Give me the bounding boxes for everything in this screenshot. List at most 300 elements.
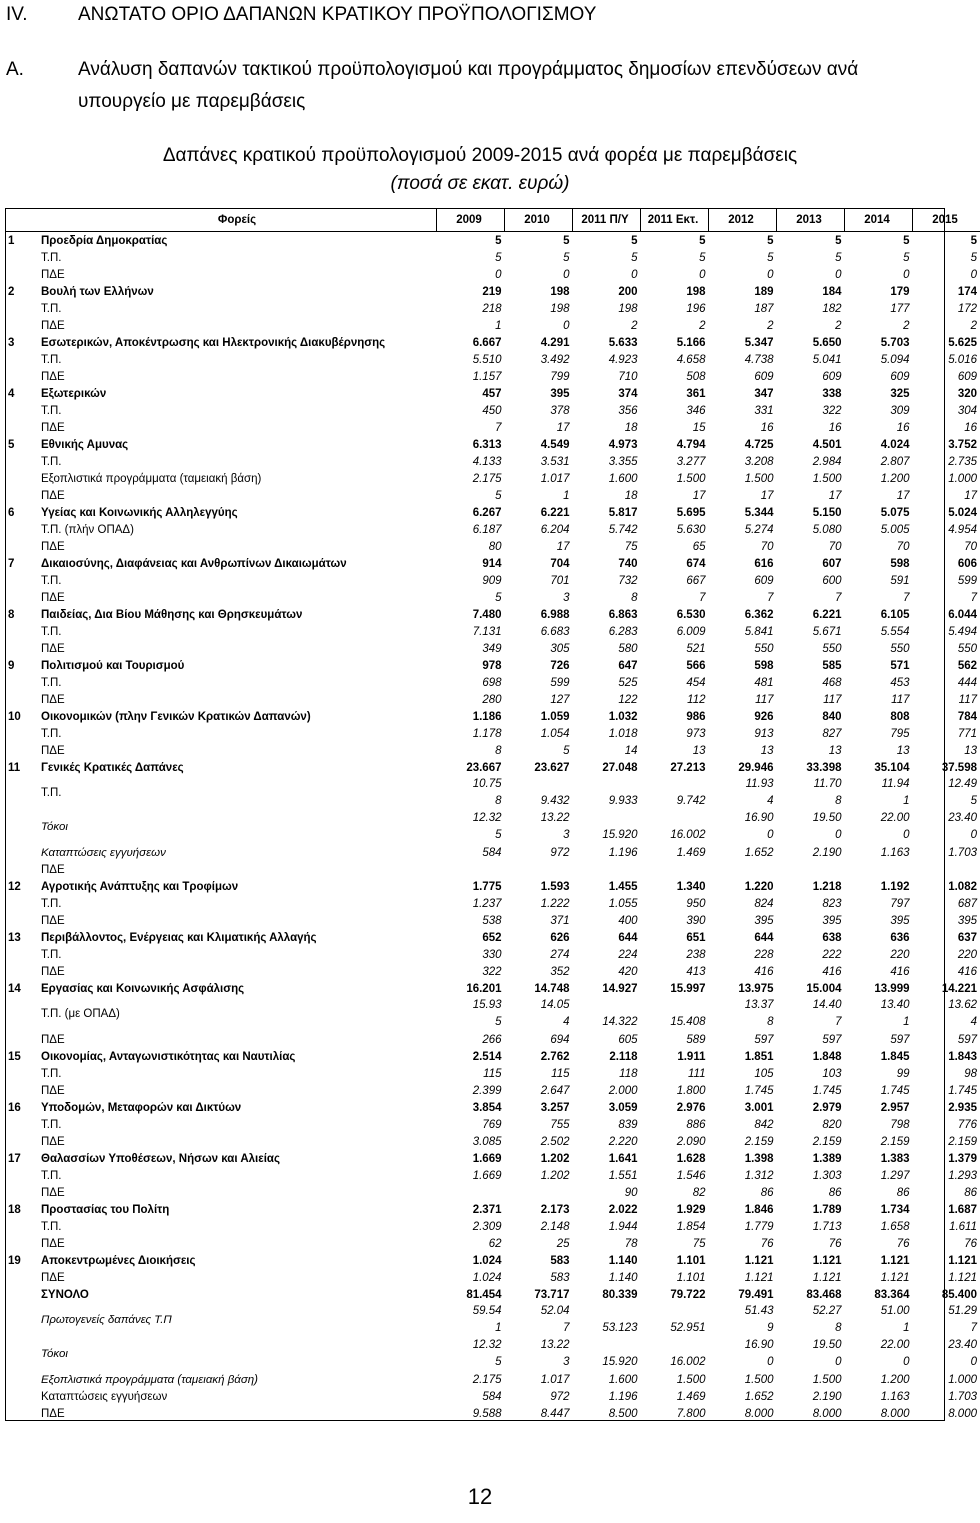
row-number: 7 xyxy=(8,557,15,570)
row-number xyxy=(6,776,41,810)
sub-row xyxy=(6,691,980,708)
value-cell: 1.059 xyxy=(540,710,570,723)
ministry-row xyxy=(6,1201,980,1218)
value-cell xyxy=(709,1303,777,1337)
row-label: ΠΔΕ xyxy=(41,268,65,281)
value-cell: 3 xyxy=(563,591,570,604)
value-cell: 5 xyxy=(699,251,706,264)
row-label: ΠΔΕ xyxy=(41,642,65,655)
ministry-row xyxy=(6,334,980,351)
value-cell: 16.201 xyxy=(466,982,502,995)
value-cell xyxy=(505,1184,573,1201)
value-cell: 117 xyxy=(891,693,910,706)
value-cell: 25 xyxy=(556,1237,570,1250)
value-cell: 371 xyxy=(550,914,570,927)
value-cell: 2.118 xyxy=(609,1050,638,1063)
value-cell: 172 xyxy=(957,302,977,315)
value-cell: 2.173 xyxy=(540,1203,570,1216)
value-cell: 5 xyxy=(699,234,706,247)
value-cell: 80.339 xyxy=(602,1288,638,1301)
value-line-2: 1 xyxy=(903,1016,910,1028)
value-line-1: 23.40 xyxy=(948,1339,977,1351)
value-cell: 732 xyxy=(618,574,638,587)
value-cell: 583 xyxy=(550,1254,570,1267)
value-cell: 644 xyxy=(754,931,774,944)
value-cell: 127 xyxy=(550,693,570,706)
row-label: ΠΔΕ xyxy=(41,319,65,332)
value-cell: 322 xyxy=(822,404,842,417)
value-cell: 7.480 xyxy=(472,608,502,621)
value-cell: 266 xyxy=(482,1033,502,1046)
value-line-2: 4 xyxy=(563,1016,570,1028)
value-cell: 416 xyxy=(890,965,910,978)
row-label: ΠΔΕ xyxy=(41,965,65,978)
value-cell: 453 xyxy=(890,676,910,689)
value-cell: 9.588 xyxy=(472,1407,502,1420)
value-line-1: 19.50 xyxy=(812,812,842,824)
value-cell: 1.101 xyxy=(676,1254,706,1267)
row-label: Τ.Π. xyxy=(41,574,62,587)
value-cell: 112 xyxy=(687,693,706,706)
row-label: Παιδείας, Δια Βίου Μάθησης και Θρησκευμάτων xyxy=(41,608,303,621)
value-cell: 16 xyxy=(896,421,910,434)
value-cell: 444 xyxy=(957,676,977,689)
value-cell: 15 xyxy=(692,421,706,434)
value-cell: 5 xyxy=(970,234,977,247)
value-cell: 823 xyxy=(822,897,842,910)
value-cell: 4.954 xyxy=(948,523,977,536)
value-cell: 1.641 xyxy=(608,1152,638,1165)
value-cell: 117 xyxy=(958,693,977,706)
value-cell: 589 xyxy=(686,1033,706,1046)
value-cell: 2.000 xyxy=(608,1084,638,1097)
value-cell: 550 xyxy=(957,642,977,655)
value-cell: 1.200 xyxy=(880,472,910,485)
row-number xyxy=(6,674,41,691)
value-line-1: 10.75 xyxy=(472,778,502,790)
value-cell: 16 xyxy=(964,421,977,434)
value-cell: 15.004 xyxy=(806,982,842,995)
value-cell: 1.121 xyxy=(948,1271,977,1284)
value-cell: 5 xyxy=(903,234,910,247)
value-cell: 309 xyxy=(890,404,910,417)
value-cell: 5 xyxy=(495,489,502,502)
value-cell: 5.344 xyxy=(744,506,774,519)
value-cell: 638 xyxy=(822,931,842,944)
value-cell: 374 xyxy=(618,387,638,400)
value-cell xyxy=(437,1184,505,1201)
value-cell: 8.500 xyxy=(608,1407,638,1420)
value-cell: 1.658 xyxy=(880,1220,910,1233)
value-line-1: 16.90 xyxy=(744,812,774,824)
value-cell: 395 xyxy=(550,387,570,400)
value-cell: 626 xyxy=(550,931,570,944)
value-line-2: 52.951 xyxy=(670,1322,706,1334)
value-cell: 117 xyxy=(823,693,842,706)
value-cell: 118 xyxy=(619,1067,638,1080)
row-number xyxy=(6,1133,41,1150)
value-line-2: 4 xyxy=(970,1016,977,1028)
value-cell: 1.121 xyxy=(880,1254,910,1267)
value-line-1: 52.04 xyxy=(540,1305,570,1317)
row-label: ΠΔΕ xyxy=(41,1033,65,1046)
row-number: 1 xyxy=(8,234,15,247)
value-cell: 416 xyxy=(822,965,842,978)
sub-row xyxy=(6,742,980,759)
value-cell: 228 xyxy=(754,948,774,961)
row-number xyxy=(6,538,41,555)
row-number xyxy=(6,1116,41,1133)
value-cell: 597 xyxy=(890,1033,910,1046)
value-cell: 2.159 xyxy=(948,1135,977,1148)
row-label: ΠΔΕ xyxy=(41,744,65,757)
value-cell: 2.399 xyxy=(472,1084,502,1097)
section-number: IV. xyxy=(6,4,28,25)
value-line-1: 59.54 xyxy=(472,1305,502,1317)
value-cell: 1.745 xyxy=(880,1084,910,1097)
row-label: ΠΔΕ xyxy=(41,863,65,876)
value-cell: 797 xyxy=(890,897,910,910)
value-cell: 198 xyxy=(550,302,570,315)
value-cell xyxy=(845,861,913,878)
sub-row xyxy=(6,572,980,589)
table-header-row xyxy=(6,209,980,232)
value-cell xyxy=(437,997,505,1031)
value-line-2: 1 xyxy=(903,1322,910,1334)
value-cell: 6.988 xyxy=(540,608,570,621)
value-cell: 771 xyxy=(957,727,977,740)
value-cell: 304 xyxy=(957,404,977,417)
value-cell: 3.854 xyxy=(472,1101,502,1114)
value-cell: 1.163 xyxy=(880,846,910,859)
value-cell: 1.944 xyxy=(608,1220,638,1233)
value-line-2: 15.408 xyxy=(670,1016,706,1028)
value-cell: 972 xyxy=(550,1390,570,1403)
value-cell: 6.530 xyxy=(676,608,706,621)
value-cell: 416 xyxy=(957,965,977,978)
value-cell: 5.633 xyxy=(608,336,638,349)
value-line-2: 5 xyxy=(495,1016,502,1028)
value-cell: 4.133 xyxy=(472,455,502,468)
value-cell: 5.510 xyxy=(472,353,502,366)
column-header: 2014 xyxy=(845,209,913,232)
value-cell: 1.293 xyxy=(948,1169,977,1182)
value-cell: 4.923 xyxy=(608,353,638,366)
value-cell: 416 xyxy=(754,965,774,978)
value-cell: 400 xyxy=(618,914,638,927)
value-cell: 808 xyxy=(890,710,910,723)
value-line-1: 11.94 xyxy=(881,778,910,790)
ministry-row xyxy=(6,232,980,250)
value-cell: 667 xyxy=(686,574,706,587)
value-cell: 5.841 xyxy=(744,625,774,638)
value-cell: 14.221 xyxy=(941,982,977,995)
value-cell: 27.048 xyxy=(602,761,638,774)
value-cell: 6.187 xyxy=(472,523,502,536)
value-cell: 220 xyxy=(890,948,910,961)
value-cell: 6.221 xyxy=(812,608,842,621)
row-number xyxy=(6,895,41,912)
value-cell: 4.794 xyxy=(676,438,706,451)
value-cell xyxy=(777,997,845,1031)
value-cell: 224 xyxy=(618,948,638,961)
value-cell: 1.017 xyxy=(540,472,570,485)
row-label: Τ.Π. xyxy=(41,1220,62,1233)
value-cell: 17 xyxy=(692,489,706,502)
row-number xyxy=(6,1303,41,1337)
row-number xyxy=(6,810,41,844)
value-cell: 1.192 xyxy=(880,880,910,893)
value-cell: 75 xyxy=(624,540,638,553)
value-line-1 xyxy=(641,1303,706,1320)
value-line-1: 52.27 xyxy=(812,1305,842,1317)
value-cell: 274 xyxy=(550,948,570,961)
value-line-1 xyxy=(641,1337,706,1354)
value-line-1: 13.40 xyxy=(880,999,910,1011)
row-number xyxy=(6,1337,41,1371)
value-cell: 219 xyxy=(482,285,502,298)
value-cell: 1.800 xyxy=(676,1084,706,1097)
value-cell: 2 xyxy=(631,319,638,332)
value-cell: 1.200 xyxy=(880,1373,910,1386)
value-line-1: 13.37 xyxy=(744,999,774,1011)
sub-row xyxy=(6,1065,980,1082)
value-cell: 5.024 xyxy=(948,506,977,519)
column-header: 2011 Εκτ. xyxy=(641,209,709,232)
value-line-1 xyxy=(573,1337,638,1354)
row-number xyxy=(6,1286,41,1303)
value-cell: 1.500 xyxy=(744,472,774,485)
value-cell: 3.277 xyxy=(676,455,706,468)
value-cell: 755 xyxy=(550,1118,570,1131)
value-cell: 349 xyxy=(482,642,502,655)
sub-row xyxy=(6,538,980,555)
row-number: 13 xyxy=(8,931,21,944)
row-label: Καταπτώσεις εγγυήσεων xyxy=(41,846,166,859)
value-cell: 1.121 xyxy=(744,1271,774,1284)
value-cell: 0 xyxy=(767,268,774,281)
value-cell: 6.044 xyxy=(948,608,977,621)
value-cell: 6.204 xyxy=(540,523,570,536)
row-number xyxy=(6,368,41,385)
value-line-1: 23.40 xyxy=(948,812,977,824)
value-cell: 914 xyxy=(482,557,502,570)
value-cell xyxy=(505,1303,573,1337)
row-label: ΠΔΕ xyxy=(41,1084,65,1097)
value-cell: 5 xyxy=(835,234,842,247)
row-label: Οικονομίας, Ανταγωνιστικότητας και Ναυτιλίας xyxy=(41,1050,296,1063)
value-line-1: 16.90 xyxy=(744,1339,774,1351)
row-label: Τ.Π. xyxy=(41,897,62,910)
value-cell: 1.024 xyxy=(472,1271,502,1284)
value-cell: 1.628 xyxy=(676,1152,706,1165)
value-cell: 450 xyxy=(482,404,502,417)
value-cell: 1.843 xyxy=(948,1050,977,1063)
value-cell: 2.976 xyxy=(676,1101,706,1114)
value-cell: 5 xyxy=(563,234,570,247)
value-cell: 784 xyxy=(957,710,977,723)
value-cell: 2.762 xyxy=(540,1050,570,1063)
value-cell: 5.080 xyxy=(812,523,842,536)
value-cell: 6.362 xyxy=(744,608,774,621)
row-label: Θαλασσίων Υποθέσεων, Νήσων και Αλιείας xyxy=(41,1152,280,1165)
value-cell: 1.775 xyxy=(472,880,502,893)
value-cell xyxy=(709,810,777,844)
value-cell: 1.017 xyxy=(540,1373,570,1386)
value-cell: 99 xyxy=(896,1067,910,1080)
row-number: 9 xyxy=(8,659,15,672)
value-cell: 1.500 xyxy=(744,1373,774,1386)
row-number xyxy=(6,1218,41,1235)
value-cell: 986 xyxy=(686,710,706,723)
value-cell: 647 xyxy=(618,659,638,672)
value-cell: 4.501 xyxy=(812,438,842,451)
value-cell: 1.055 xyxy=(608,897,638,910)
value-cell: 1.546 xyxy=(676,1169,706,1182)
value-line-2: 5 xyxy=(495,1356,502,1368)
value-line-1 xyxy=(641,776,706,793)
subsection-title: Ανάλυση δαπανών τακτικού προϋπολογισμού και προγράμματος δημοσίων επενδύσεων ανά υπουργείο με παρεμβάσεις xyxy=(78,59,859,112)
value-cell: 1.186 xyxy=(472,710,502,723)
value-cell: 395 xyxy=(822,914,842,927)
value-cell: 14.927 xyxy=(602,982,638,995)
value-cell: 2.159 xyxy=(880,1135,910,1148)
value-cell: 4.024 xyxy=(880,438,910,451)
value-cell: 2.735 xyxy=(948,455,977,468)
row-label: Τ.Π. xyxy=(41,404,62,417)
value-cell: 352 xyxy=(550,965,570,978)
row-number xyxy=(6,1065,41,1082)
sub-row xyxy=(6,266,980,283)
value-cell: 81.454 xyxy=(466,1288,502,1301)
value-cell: 609 xyxy=(957,370,977,383)
value-cell: 17 xyxy=(828,489,842,502)
row-number xyxy=(6,1269,41,1286)
ministry-row xyxy=(6,1150,980,1167)
value-cell: 468 xyxy=(822,676,842,689)
value-line-2: 0 xyxy=(970,829,977,841)
value-cell: 86 xyxy=(896,1186,910,1199)
value-line-2: 16.002 xyxy=(670,1356,706,1368)
row-label: ΠΔΕ xyxy=(41,1271,65,1284)
row-number xyxy=(6,487,41,504)
row-number: 6 xyxy=(8,506,15,519)
row-number xyxy=(6,640,41,657)
column-header: 2013 xyxy=(777,209,845,232)
value-cell: 5.742 xyxy=(608,523,638,536)
value-cell: 5 xyxy=(835,251,842,264)
value-cell: 609 xyxy=(754,370,774,383)
value-cell: 950 xyxy=(686,897,706,910)
value-line-2: 1 xyxy=(495,1322,502,1334)
value-line-1: 51.29 xyxy=(948,1305,977,1317)
value-cell: 1.389 xyxy=(812,1152,842,1165)
value-cell: 305 xyxy=(550,642,570,655)
sub-row xyxy=(6,1303,980,1337)
value-cell xyxy=(573,810,641,844)
value-cell xyxy=(845,1303,913,1337)
value-cell: 1.312 xyxy=(744,1169,774,1182)
value-cell: 17 xyxy=(556,421,570,434)
row-number: 12 xyxy=(8,880,21,893)
sub-row xyxy=(6,810,980,844)
value-cell: 198 xyxy=(618,302,638,315)
value-cell: 583 xyxy=(550,1271,570,1284)
value-cell: 6.221 xyxy=(540,506,570,519)
value-cell: 5 xyxy=(563,251,570,264)
value-cell: 76 xyxy=(760,1237,774,1250)
sub-row xyxy=(6,1184,980,1201)
value-cell xyxy=(505,997,573,1031)
value-cell: 7 xyxy=(903,591,910,604)
value-cell: 2.220 xyxy=(608,1135,638,1148)
sub-row xyxy=(6,861,980,878)
row-label: Πολιτισμού και Τουρισμού xyxy=(41,659,185,672)
value-cell: 1.202 xyxy=(540,1152,570,1165)
value-cell xyxy=(573,861,641,878)
value-cell: 70 xyxy=(964,540,977,553)
value-cell: 8.000 xyxy=(812,1407,842,1420)
value-cell: 3.355 xyxy=(608,455,638,468)
value-line-1: 13.62 xyxy=(948,999,977,1011)
ministry-row xyxy=(6,385,980,402)
value-cell: 115 xyxy=(551,1067,570,1080)
sub-row xyxy=(6,1167,980,1184)
row-number xyxy=(6,1031,41,1048)
value-cell: 5.630 xyxy=(676,523,706,536)
value-cell: 111 xyxy=(688,1067,706,1080)
value-cell: 2.502 xyxy=(540,1135,570,1148)
row-number xyxy=(6,946,41,963)
value-cell: 5 xyxy=(495,234,502,247)
ministry-row xyxy=(6,657,980,674)
value-line-1 xyxy=(641,997,706,1014)
value-cell: 701 xyxy=(550,574,570,587)
row-number: 10 xyxy=(8,710,21,723)
value-cell xyxy=(913,776,980,810)
value-cell: 2 xyxy=(699,319,706,332)
value-cell: 0 xyxy=(835,268,842,281)
value-cell: 79.722 xyxy=(670,1288,706,1301)
value-cell xyxy=(709,861,777,878)
sub-row xyxy=(6,1371,980,1388)
value-cell: 824 xyxy=(754,897,774,910)
value-cell: 2.807 xyxy=(880,455,910,468)
value-cell: 839 xyxy=(618,1118,638,1131)
value-cell: 17 xyxy=(896,489,910,502)
value-cell: 2.159 xyxy=(812,1135,842,1148)
value-cell: 90 xyxy=(624,1186,638,1199)
value-cell: 4.725 xyxy=(744,438,774,451)
value-cell: 5.166 xyxy=(676,336,706,349)
value-line-2: 0 xyxy=(903,829,910,841)
value-cell: 346 xyxy=(686,404,706,417)
value-cell: 1.687 xyxy=(948,1203,977,1216)
row-number xyxy=(6,572,41,589)
expenditure-table xyxy=(6,209,980,1422)
value-line-2: 7 xyxy=(563,1322,570,1334)
value-cell: 5 xyxy=(563,744,570,757)
value-cell: 322 xyxy=(482,965,502,978)
row-label: Εργασίας και Κοινωνικής Ασφάλισης xyxy=(41,982,245,995)
value-cell: 2.309 xyxy=(472,1220,502,1233)
row-number xyxy=(6,1371,41,1388)
value-cell: 652 xyxy=(482,931,502,944)
value-cell: 7.800 xyxy=(676,1407,706,1420)
ministry-row xyxy=(6,1099,980,1116)
value-cell xyxy=(505,861,573,878)
value-cell: 978 xyxy=(482,659,502,672)
